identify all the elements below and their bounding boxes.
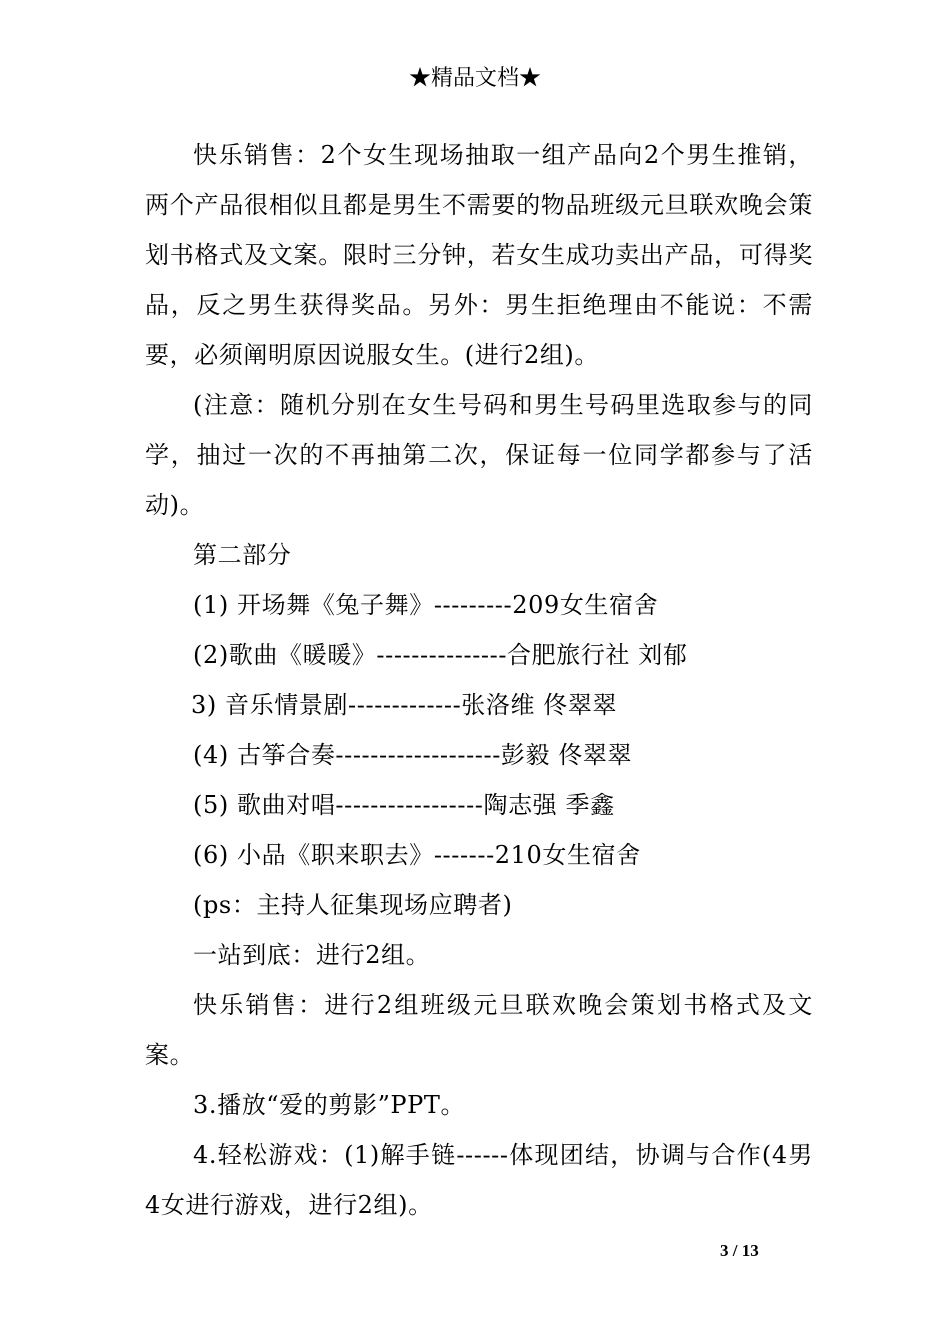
program-item-6: (6) 小品《职来职去》-------210女生宿舍 <box>193 841 641 869</box>
document-body <box>145 130 813 1230</box>
paragraph-play-ppt: 3.播放“爱的剪影”PPT。 <box>193 1091 466 1119</box>
paragraph-note: (注意：随机分别在女生号码和男生号码里选取参与的同学，抽过一次的不再抽第二次，保证每一位同学都参与了活动)。 <box>145 391 813 519</box>
program-item-3: 3) 音乐情景剧-------------张洛维 佟翠翠 <box>191 691 618 719</box>
paragraph-happy-sales-rules: 快乐销售：2个女生现场抽取一组产品向2个男生推销，两个产品很相似且都是男生不需要的物品班级元旦联欢晚会策划书格式及文案。限时三分钟，若女生成功卖出产品，可得奖品，反之男生获得奖品。另外：男生拒绝理由不能说：不需要，必须阐明原因说服女生。(进行2组)。 <box>145 141 813 369</box>
section-heading-part-two: 第二部分 <box>193 541 292 569</box>
program-item-5: (5) 歌曲对唱-----------------陶志强 季鑫 <box>193 791 615 819</box>
paragraph-one-stop: 一站到底：进行2组。 <box>193 941 431 969</box>
program-item-2: (2)歌曲《暖暖》---------------合肥旅行社 刘郁 <box>193 641 688 669</box>
program-item-4: (4) 古筝合奏-------------------彭毅 佟翠翠 <box>193 741 633 769</box>
page-number: 3 / 13 <box>720 1241 759 1260</box>
program-item-1: (1) 开场舞《兔子舞》---------209女生宿舍 <box>193 591 659 619</box>
paragraph-happy-sales-rounds: 快乐销售：进行2组班级元旦联欢晚会策划书格式及文案。 <box>145 991 813 1069</box>
page-header-title: ★精品文档★ <box>408 66 541 91</box>
paragraph-ps-note: (ps：主持人征集现场应聘者) <box>193 891 513 919</box>
paragraph-easy-game: 4.轻松游戏：(1)解手链------体现团结，协调与合作(4男4女进行游戏，进行2组)。 <box>145 1141 813 1219</box>
